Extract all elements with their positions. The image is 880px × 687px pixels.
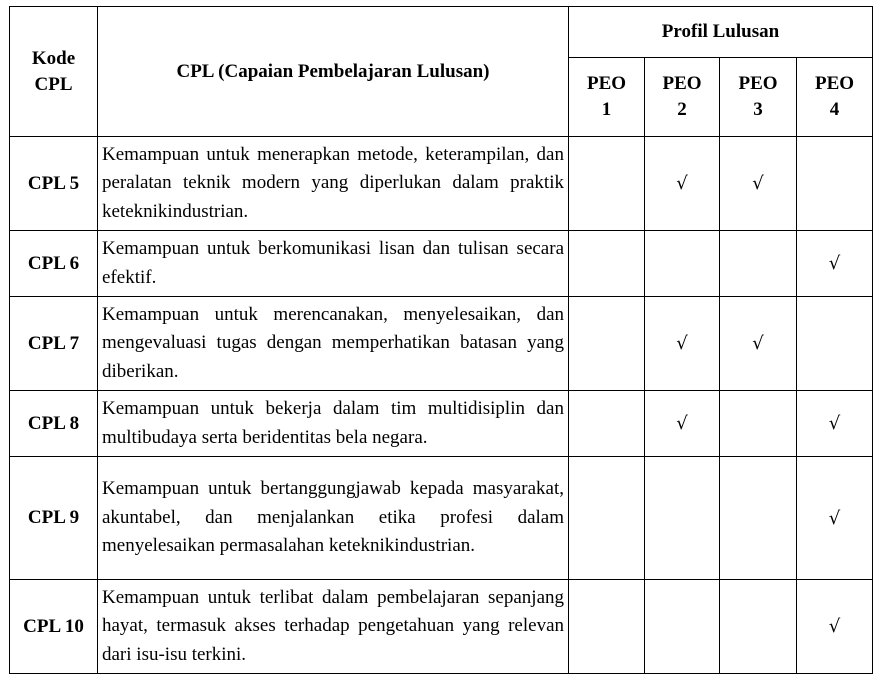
header-peo-4	[797, 58, 873, 137]
cpl-description: Kemampuan untuk berkomunikasi lisan dan tulisan secara efektif.	[98, 231, 569, 297]
cpl-description: Kemampuan untuk bekerja dalam tim multidisiplin dan multibudaya serta beridentitas bela negara.	[98, 391, 569, 457]
check-mark-peo-4	[797, 297, 873, 391]
header-peo-3	[720, 58, 797, 137]
header-peo-1	[569, 58, 645, 137]
check-mark-peo-3: √	[720, 297, 797, 391]
table-row	[10, 580, 873, 674]
header-profil-lulusan	[569, 7, 873, 58]
cpl-code: CPL 5	[10, 137, 98, 231]
check-mark-peo-4: √	[797, 580, 873, 674]
check-mark-peo-1	[569, 580, 645, 674]
check-mark-peo-1	[569, 231, 645, 297]
check-mark-peo-2	[645, 231, 720, 297]
table-row	[10, 231, 873, 297]
cpl-description: Kemampuan untuk terlibat dalam pembelajaran sepanjang hayat, termasuk akses terhadap pengetahuan yang relevan dari isu-isu terkini.	[98, 580, 569, 674]
table-row	[10, 457, 873, 580]
cpl-peo-table	[9, 6, 873, 674]
header-peo-2	[645, 58, 720, 137]
header-cpl	[98, 7, 569, 137]
cpl-code: CPL 8	[10, 391, 98, 457]
check-mark-peo-2: √	[645, 137, 720, 231]
table-row	[10, 137, 873, 231]
check-mark-peo-2: √	[645, 297, 720, 391]
check-mark-peo-3	[720, 231, 797, 297]
check-mark-peo-1	[569, 391, 645, 457]
check-mark-peo-2: √	[645, 391, 720, 457]
check-mark-peo-1	[569, 137, 645, 231]
check-mark-peo-4	[797, 137, 873, 231]
header-kode-cpl-label: Kode CPL	[31, 47, 76, 95]
header-peo-4-label: PEO 4	[814, 73, 855, 120]
check-mark-peo-3: √	[720, 137, 797, 231]
check-mark-peo-2	[645, 580, 720, 674]
table-row	[10, 391, 873, 457]
check-mark-peo-4: √	[797, 457, 873, 580]
check-mark-peo-3	[720, 457, 797, 580]
check-mark-peo-1	[569, 297, 645, 391]
check-mark-peo-3	[720, 391, 797, 457]
check-mark-peo-4: √	[797, 391, 873, 457]
check-mark-peo-2	[645, 457, 720, 580]
header-peo-3-label: PEO 3	[738, 73, 778, 120]
check-mark-peo-1	[569, 457, 645, 580]
cpl-description: Kemampuan untuk menerapkan metode, keterampilan, dan peralatan teknik modern yang diperlukan dalam praktik keteknikindustrian.	[98, 137, 569, 231]
check-mark-peo-4: √	[797, 231, 873, 297]
cpl-code: CPL 9	[10, 457, 98, 580]
cpl-code: CPL 10	[10, 580, 98, 674]
cpl-description: Kemampuan untuk merencanakan, menyelesaikan, dan mengevaluasi tugas dengan memperhatikan batasan yang diberikan.	[98, 297, 569, 391]
check-mark-peo-3	[720, 580, 797, 674]
header-peo-2-label: PEO 2	[662, 73, 702, 120]
header-cpl-label: CPL (Capaian Pembelajaran Lulusan)	[176, 60, 490, 82]
header-peo-1-label: PEO 1	[586, 73, 627, 120]
table-row	[10, 297, 873, 391]
cpl-description: Kemampuan untuk bertanggungjawab kepada masyarakat, akuntabel, dan menjalankan etika profesi dalam menyelesaikan permasalahan keteknikindustrian.	[98, 457, 569, 580]
cpl-code: CPL 7	[10, 297, 98, 391]
cpl-code: CPL 6	[10, 231, 98, 297]
header-kode-cpl	[10, 7, 98, 137]
cpl-peo-table-container	[9, 6, 873, 674]
header-profil-lulusan-label: Profil Lulusan	[661, 21, 780, 42]
